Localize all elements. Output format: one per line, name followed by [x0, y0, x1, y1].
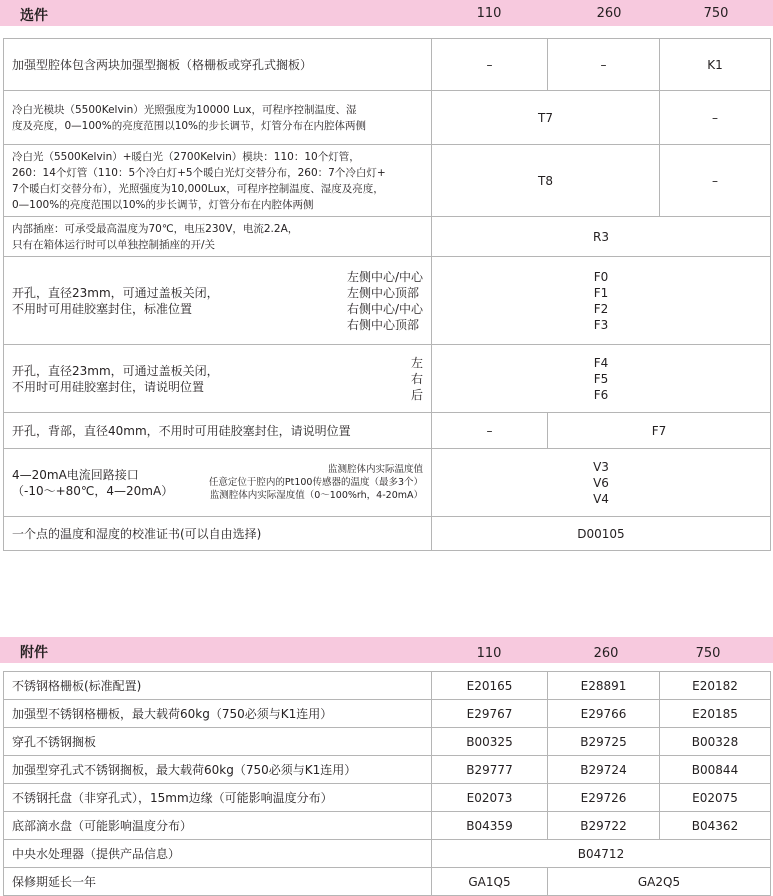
option-value-all: R3 — [432, 217, 771, 257]
option-code: F3 — [593, 317, 609, 332]
signal-note: 任意定位于腔内的Pt100传感器的温度（最多3个） — [208, 477, 423, 488]
option-desc — [4, 217, 432, 257]
option-value-110: – — [432, 39, 548, 91]
accessories-col-110: 110 — [476, 646, 502, 661]
accessory-code-260: E28891 — [548, 672, 660, 700]
options-header — [0, 0, 773, 26]
desc-line: 7个暖白灯交替分布），光照强度为10,000Lux，可程序控制温度、湿度及亮度， — [12, 182, 384, 195]
table-row — [4, 449, 771, 517]
signal-note: 监测腔体内实际湿度值（0～100%rh，4-20mA） — [209, 490, 423, 501]
option-code: V6 — [593, 475, 609, 490]
option-value-260-750: F7 — [548, 413, 771, 449]
desc-line: 4—20mA电流回路接口 — [12, 467, 139, 482]
table-row — [4, 517, 771, 551]
option-desc: 加强型腔体包含两块加强型搁板（格栅板或穿孔式搁板） — [4, 39, 432, 91]
accessory-code-750: B00844 — [660, 756, 771, 784]
option-code: F5 — [593, 371, 609, 386]
desc-line: 不用时可用硅胶塞封住，请说明位置 — [12, 379, 205, 394]
option-value-110-260: T8 — [432, 145, 660, 217]
table-row — [4, 345, 771, 413]
position-label: 左侧中心顶部 — [346, 285, 419, 300]
position-label: 左 — [410, 355, 423, 370]
accessories-table — [3, 671, 771, 896]
option-code: F0 — [593, 269, 609, 284]
options-col-260: 260 — [596, 6, 622, 21]
position-label: 左侧中心/中心 — [346, 269, 423, 284]
accessory-code-260: B29722 — [548, 812, 660, 840]
accessory-desc: 底部滴水盘（可能影响温度分布） — [4, 812, 432, 840]
accessory-code-750: B00328 — [660, 728, 771, 756]
accessory-desc: 不锈钢托盘（非穿孔式），15mm边缘（可能影响温度分布） — [4, 784, 432, 812]
table-row — [4, 812, 771, 840]
option-value-all — [432, 345, 771, 413]
table-row — [4, 784, 771, 812]
accessory-code-750: E02075 — [660, 784, 771, 812]
options-title: 选件 — [20, 8, 48, 24]
accessory-desc: 保修期延长一年 — [4, 868, 432, 896]
option-value-all — [432, 257, 771, 345]
accessory-code-all: B04712 — [432, 840, 771, 868]
accessory-desc: 不锈钢格栅板(标准配置) — [4, 672, 432, 700]
option-value-750: – — [660, 91, 771, 145]
accessory-code-260: E29766 — [548, 700, 660, 728]
desc-line: 只有在箱体运行时可以单独控制插座的开/关 — [12, 238, 216, 251]
accessory-code-110: E20165 — [432, 672, 548, 700]
table-row — [4, 39, 771, 91]
table-row — [4, 756, 771, 784]
accessory-code-110: B04359 — [432, 812, 548, 840]
desc-line: 不用时可用硅胶塞封住，标准位置 — [12, 301, 193, 316]
option-value-all — [432, 449, 771, 517]
accessories-header — [0, 637, 773, 663]
accessory-code-260-750: GA2Q5 — [548, 868, 771, 896]
position-label: 后 — [410, 387, 423, 402]
table-row — [4, 840, 771, 868]
table-row — [4, 145, 771, 217]
option-value-260: – — [548, 39, 660, 91]
position-label: 右侧中心/中心 — [346, 301, 423, 316]
accessory-code-110: B29777 — [432, 756, 548, 784]
desc-line: 260：14个灯管（110：5个冷白灯+5个暖白光灯交替分布，260：7个冷白灯+ — [12, 166, 386, 179]
accessory-code-750: B04362 — [660, 812, 771, 840]
table-row — [4, 91, 771, 145]
option-desc — [4, 91, 432, 145]
accessory-code-110: GA1Q5 — [432, 868, 548, 896]
option-desc: 开孔，背部，直径40mm，不用时可用硅胶塞封住，请说明位置 — [4, 413, 432, 449]
desc-line: 内部插座：可承受最高温度为70℃，电压230V，电流2.2A， — [12, 222, 299, 235]
position-label: 右 — [410, 371, 423, 386]
option-value-750: K1 — [660, 39, 771, 91]
accessory-code-750: E20185 — [660, 700, 771, 728]
option-desc — [4, 257, 432, 345]
desc-line: （-10～+80℃，4—20mA） — [12, 483, 174, 498]
option-desc — [4, 345, 432, 413]
option-code: F4 — [593, 355, 609, 370]
options-col-750: 750 — [703, 6, 729, 21]
desc-line: 度及亮度，0—100%的亮度范围以10%的步长调节，灯管分布在内腔体两侧 — [12, 119, 367, 132]
accessory-code-260: B29725 — [548, 728, 660, 756]
options-table — [3, 38, 771, 551]
option-code: V4 — [593, 491, 609, 506]
accessory-desc: 加强型不锈钢格栅板，最大载荷60kg（750必须与K1连用） — [4, 700, 432, 728]
option-code: F6 — [593, 387, 609, 402]
option-value-110-260: T7 — [432, 91, 660, 145]
option-value-all: D00105 — [432, 517, 771, 551]
table-row — [4, 257, 771, 345]
accessory-code-110: E29767 — [432, 700, 548, 728]
desc-line: 冷白光（5500Kelvin）+暖白光（2700Kelvin）模块：110：10个灯管， — [12, 150, 360, 163]
accessory-desc: 中央水处理器（提供产品信息） — [4, 840, 432, 868]
desc-line: 开孔，直径23mm，可通过盖板关闭， — [12, 363, 219, 378]
option-code: F1 — [593, 285, 609, 300]
option-value-110: – — [432, 413, 548, 449]
option-value-750: – — [660, 145, 771, 217]
desc-line: 冷白光模块（5500Kelvin）光照强度为10000 Lux，可程序控制温度、湿 — [12, 103, 357, 116]
option-code: V3 — [593, 459, 609, 474]
accessories-col-750: 750 — [695, 646, 721, 661]
table-row — [4, 868, 771, 896]
table-row — [4, 413, 771, 449]
desc-line: 开孔，直径23mm，可通过盖板关闭， — [12, 285, 219, 300]
option-code: F2 — [593, 301, 609, 316]
accessory-code-260: E29726 — [548, 784, 660, 812]
accessories-col-260: 260 — [593, 646, 619, 661]
signal-note: 监测腔体内实际温度值 — [327, 464, 423, 475]
table-row — [4, 728, 771, 756]
accessory-desc: 穿孔不锈钢搁板 — [4, 728, 432, 756]
accessory-code-110: B00325 — [432, 728, 548, 756]
accessory-code-110: E02073 — [432, 784, 548, 812]
accessory-desc: 加强型穿孔式不锈钢搁板，最大载荷60kg（750必须与K1连用） — [4, 756, 432, 784]
table-row — [4, 217, 771, 257]
option-desc — [4, 145, 432, 217]
position-label: 右侧中心顶部 — [346, 317, 419, 332]
desc-line: 0—100%的亮度范围以10%的步长调节，灯管分布在内腔体两侧 — [12, 198, 314, 211]
option-desc — [4, 449, 432, 517]
accessories-title: 附件 — [20, 645, 48, 661]
options-col-110: 110 — [476, 6, 502, 21]
table-row — [4, 700, 771, 728]
accessory-code-260: B29724 — [548, 756, 660, 784]
table-row — [4, 672, 771, 700]
option-desc: 一个点的温度和湿度的校准证书(可以自由选择) — [4, 517, 432, 551]
accessory-code-750: E20182 — [660, 672, 771, 700]
